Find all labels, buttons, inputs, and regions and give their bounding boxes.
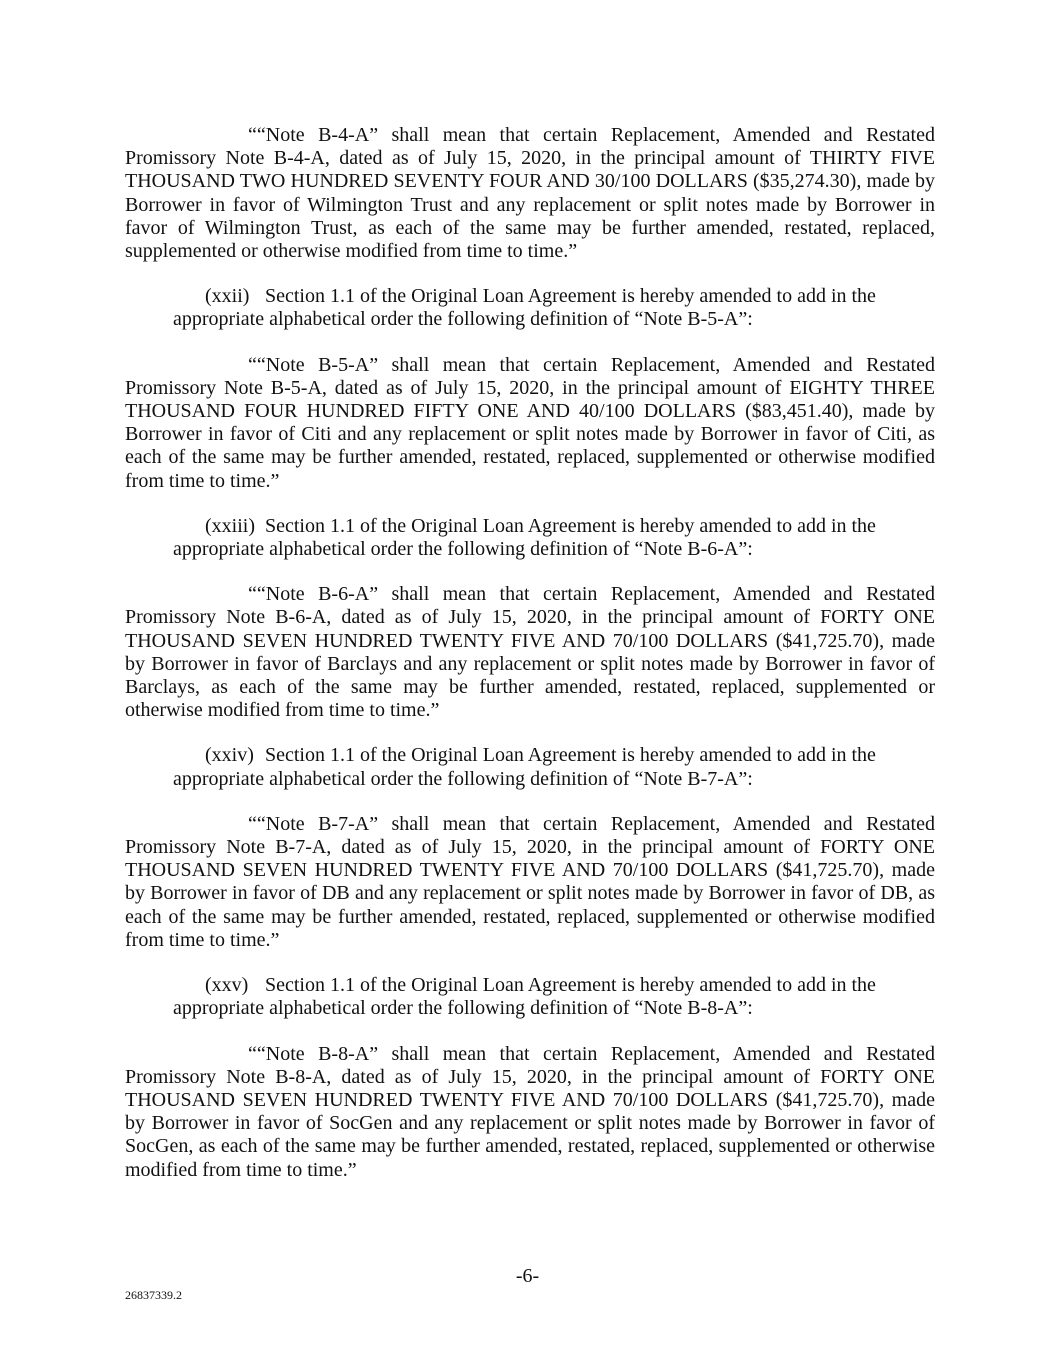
item-text: Section 1.1 of the Original Loan Agreement is hereby amended to add in the appropriate alphabetical order the following definition of “Note B-5-A”: <box>173 285 876 331</box>
item-text: Section 1.1 of the Original Loan Agreement is hereby amended to add in the appropriate alphabetical order the following definition of “Note B-6-A”: <box>173 514 876 561</box>
item-text: Section 1.1 of the Original Loan Agreement is hereby amended to add in the appropriate alphabetical order the following definition of “Note B-7-A”: <box>173 744 876 790</box>
amendment-item-xxiii <box>173 515 935 561</box>
definition-note-b-6-a: ““Note B-6-A” shall mean that certain Replacement, Amended and Restated Promissory Note B-6-A, dated as of July 15, 2020, in the principal amount of FORTY ONE THOUSAND SEVEN HUNDRED TWENTY FIVE AND 70/100 DOLLARS ($41,725.70), made by Borrower in favor of Barclays and any replacement or split notes made by Borrower in favor of Barclays, as each of the same may be further amended, restated, replaced, supplemented or otherwise modified from time to time.” <box>125 583 935 722</box>
definition-note-b-5-a: ““Note B-5-A” shall mean that certain Replacement, Amended and Restated Promissory Note B-5-A, dated as of July 15, 2020, in the principal amount of EIGHTY THREE THOUSAND FOUR HUNDRED FIFTY ONE AND 40/100 DOLLARS ($83,451.40), made by Borrower in favor of Citi and any replacement or split notes made by Borrower in favor of Citi, as each of the same may be further amended, restated, replaced, supplemented or otherwise modified from time to time.” <box>125 353 935 492</box>
item-number: (xxiv) <box>205 744 254 767</box>
document-id: 26837339.2 <box>125 1288 182 1302</box>
definition-note-b-7-a: ““Note B-7-A” shall mean that certain Replacement, Amended and Restated Promissory Note B-7-A, dated as of July 15, 2020, in the principal amount of FORTY ONE THOUSAND SEVEN HUNDRED TWENTY FIVE AND 70/100 DOLLARS ($41,725.70), made by Borrower in favor of DB and any replacement or split notes made by Borrower in favor of DB, as each of the same may be further amended, restated, replaced, supplemented or otherwise modified from time to time.” <box>125 812 935 951</box>
amendment-item-xxiv <box>173 744 935 790</box>
page-number: -6- <box>515 1265 540 1287</box>
amendment-item-xxii <box>173 285 935 331</box>
item-number: (xxii) <box>205 285 250 308</box>
item-text: Section 1.1 of the Original Loan Agreement is hereby amended to add in the appropriate alphabetical order the following definition of “Note B-8-A”: <box>173 974 876 1020</box>
item-number: (xxv) <box>205 974 249 997</box>
definition-note-b-4-a: ““Note B-4-A” shall mean that certain Replacement, Amended and Restated Promissory Note B-4-A, dated as of July 15, 2020, in the principal amount of THIRTY FIVE THOUSAND TWO HUNDRED SEVENTY FOUR AND 30/100 DOLLARS ($35,274.30), made by Borrower in favor of Wilmington Trust and any replacement or split notes made by Borrower in favor of Wilmington Trust, as each of the same may be further amended, restated, replaced, supplemented or otherwise modified from time to time.” <box>125 124 935 263</box>
amendment-item-xxv <box>173 974 935 1020</box>
document-body <box>125 124 935 1204</box>
definition-note-b-8-a: ““Note B-8-A” shall mean that certain Replacement, Amended and Restated Promissory Note B-8-A, dated as of July 15, 2020, in the principal amount of FORTY ONE THOUSAND SEVEN HUNDRED TWENTY FIVE AND 70/100 DOLLARS ($41,725.70), made by Borrower in favor of SocGen and any replacement or split notes made by Borrower in favor of SocGen, as each of the same may be further amended, restated, replaced, supplemented or otherwise modified from time to time.” <box>125 1042 935 1181</box>
item-number: (xxiii) <box>205 514 255 537</box>
